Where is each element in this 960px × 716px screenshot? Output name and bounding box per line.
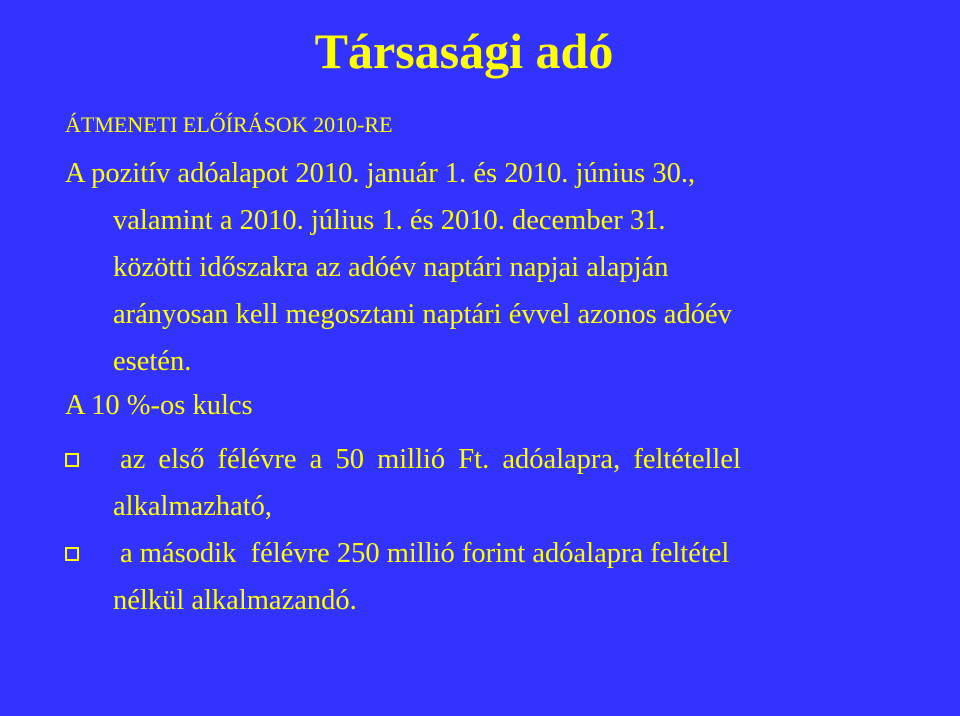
intro-paragraph xyxy=(65,150,925,385)
hollow-square-bullet-icon xyxy=(65,547,79,561)
bullet-line: alkalmazható, xyxy=(113,491,273,522)
paragraph-line: esetén. xyxy=(113,346,192,377)
rate-heading: A 10 %-os kulcs xyxy=(65,390,253,421)
paragraph-line: arányosan kell megosztani naptári évvel azonos adóév xyxy=(113,299,732,330)
bullet-line: a második félévre 250 millió forint adóalapra feltétel xyxy=(120,538,730,569)
bullet-line: nélkül alkalmazandó. xyxy=(113,585,357,616)
bullet-item xyxy=(65,436,925,530)
hollow-square-bullet-icon xyxy=(65,453,79,467)
slide-title-text: Társasági adó xyxy=(314,23,614,79)
slide-title xyxy=(0,20,960,82)
paragraph-line: közötti időszakra az adóév naptári napjai alapján xyxy=(113,252,669,283)
paragraph-line: A pozitív adóalapot 2010. január 1. és 2010. június 30., xyxy=(65,158,696,189)
paragraph-line: valamint a 2010. július 1. és 2010. december 31. xyxy=(113,205,666,236)
bullet-line: az első félévre a 50 millió Ft. adóalapra, feltétellel xyxy=(120,444,741,475)
section-subheading: ÁTMENETI ELŐÍRÁSOK 2010-RE xyxy=(65,112,393,137)
bullet-item xyxy=(65,530,925,624)
